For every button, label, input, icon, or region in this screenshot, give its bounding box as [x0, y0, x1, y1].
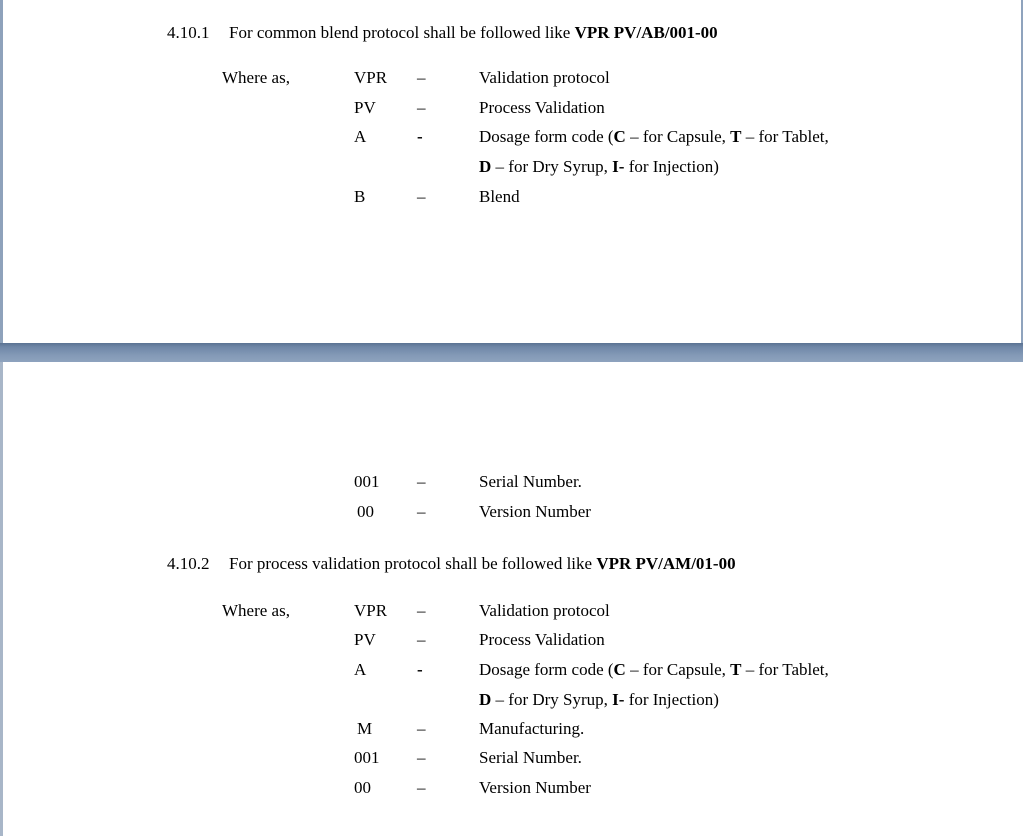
- desc-validation-protocol: Validation protocol: [479, 601, 610, 620]
- dash: –: [417, 502, 426, 521]
- desc-dosage-form-code-line2: D – for Dry Syrup, I- for Injection): [479, 157, 719, 176]
- desc-version-number: Version Number: [479, 778, 591, 797]
- code-vpr: VPR: [354, 68, 388, 87]
- section-number: 4.10.1: [167, 23, 210, 42]
- code-pv: PV: [354, 98, 376, 117]
- dash: -: [417, 127, 423, 146]
- page-break-gap: [0, 343, 1023, 362]
- code-b: B: [354, 187, 366, 206]
- dash: –: [417, 719, 426, 738]
- desc-process-validation: Process Validation: [479, 98, 605, 117]
- code-pv: PV: [354, 630, 376, 649]
- code-00: 00: [354, 778, 371, 797]
- desc-process-validation: Process Validation: [479, 630, 605, 649]
- code-vpr: VPR: [354, 601, 388, 620]
- dash: –: [417, 601, 426, 620]
- code-a: A: [354, 660, 367, 679]
- code-m: M: [357, 719, 373, 738]
- desc-dosage-form-code: Dosage form code (C – for Capsule, T – for Tablet,: [479, 660, 829, 679]
- code-00: 00: [357, 502, 374, 521]
- code-001: 001: [354, 748, 380, 767]
- dash: –: [417, 68, 426, 87]
- desc-dosage-form-code-line2: D – for Dry Syrup, I- for Injection): [479, 690, 719, 709]
- desc-validation-protocol: Validation protocol: [479, 68, 610, 87]
- section-heading: For process validation protocol shall be followed like VPR PV/AM/01-00: [229, 554, 736, 573]
- dash: –: [417, 187, 426, 206]
- dash: -: [417, 660, 423, 679]
- section-number: 4.10.2: [167, 554, 210, 573]
- dash: –: [417, 98, 426, 117]
- desc-version-number: Version Number: [479, 502, 591, 521]
- desc-serial-number: Serial Number.: [479, 748, 582, 767]
- where-as-label: Where as,: [222, 601, 290, 620]
- where-as-label: Where as,: [222, 68, 290, 87]
- desc-manufacturing: Manufacturing.: [479, 719, 585, 738]
- dash: –: [417, 748, 426, 767]
- code-001: 001: [354, 472, 380, 491]
- desc-serial-number: Serial Number.: [479, 472, 582, 491]
- section-heading: For common blend protocol shall be followed like VPR PV/AB/001-00: [229, 23, 718, 42]
- dash: –: [417, 630, 426, 649]
- desc-blend: Blend: [479, 187, 520, 206]
- desc-dosage-form-code: Dosage form code (C – for Capsule, T – for Tablet,: [479, 127, 829, 146]
- dash: –: [417, 778, 426, 797]
- code-a: A: [354, 127, 367, 146]
- dash: –: [417, 472, 426, 491]
